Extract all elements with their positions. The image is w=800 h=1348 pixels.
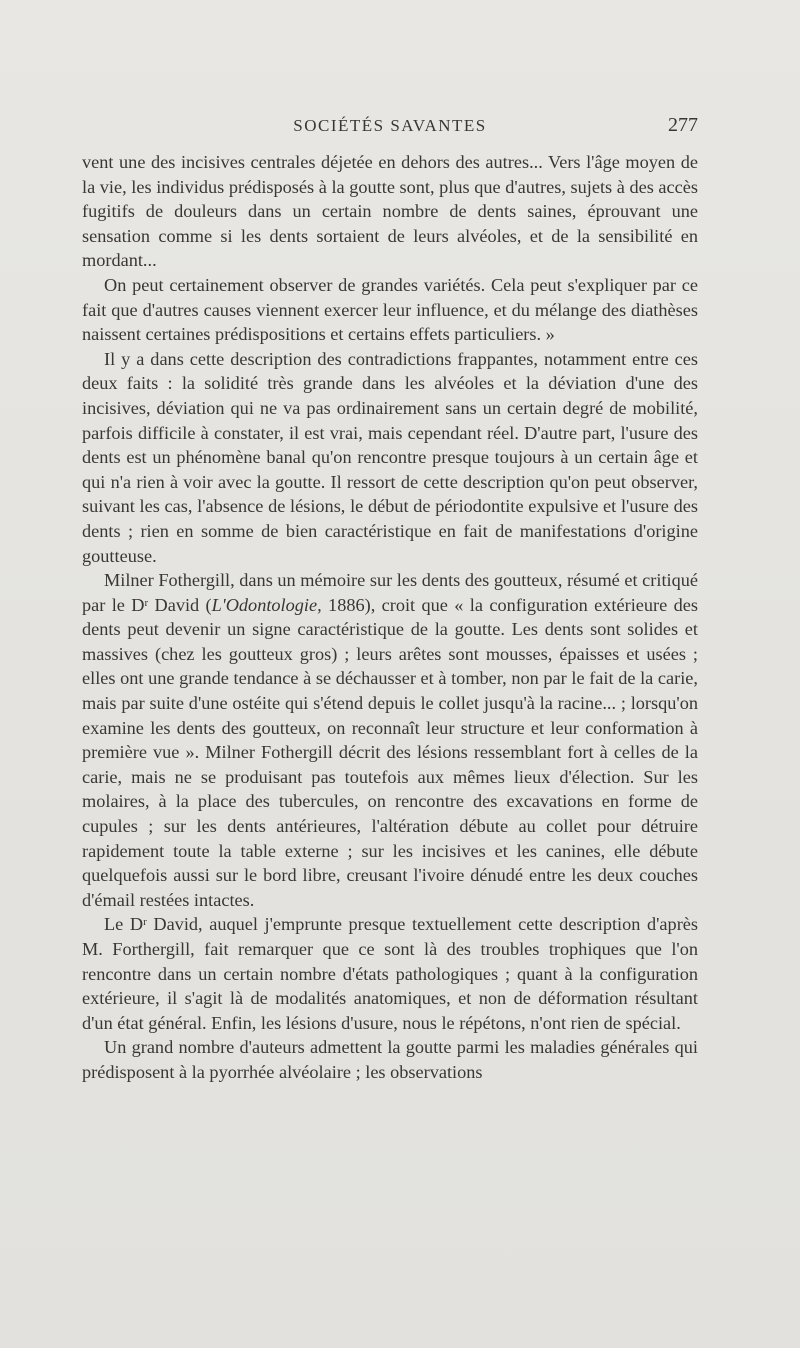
page-header <box>82 112 698 142</box>
running-head: SOCIÉTÉS SAVANTES <box>293 116 487 135</box>
paragraph <box>82 912 698 1035</box>
body-text <box>82 150 698 1085</box>
text-run: David ( <box>148 594 212 615</box>
paragraph-continuation: vent une des incisives centrales déjetée en dehors des autres... Vers l'âge moyen de la vie, les individus prédisposés à la goutte sont, plus que d'autres, sujets à des accès fugitifs de douleurs dans un certain nombre de dents saines, éprouvant une sensation comme si les dents sortaient de leurs alvéoles, et de la sensibilité en mordant... <box>82 152 698 271</box>
paragraph: On peut certainement observer de grandes variétés. Cela peut s'expliquer par ce fait que d'autres causes viennent exercer leur influence, et du mélange des diathèses naissent certaines prédispositions et certains effets particuliers. » <box>82 274 698 345</box>
superscript: r <box>143 916 147 929</box>
paragraph: Il y a dans cette description des contradictions frappantes, notamment entre ces deux faits : la solidité très grande dans les alvéoles et la déviation d'une des incisives, déviation qui ne va pas ordinairement sans un certain degré de mobilité, parfois difficile à constater, il est vrai, mais cependant réel. D'autre part, l'usure des dents est un phénomène banal qu'on rencontre presque toujours à un certain âge et qui n'a rien à voir avec la goutte. Il ressort de cette description qu'on peut observer, suivant les cas, l'absence de lésions, le début de périodontite expulsive et l'usure des dents ; rien en somme de bien caractéristique en fait de manifestations d'origine goutteuse. <box>82 348 698 566</box>
text-run: 1886), croit que « la configuration extérieure des dents peut devenir un signe caractéristique de la goutte. Les dents sont solides et massives (chez les goutteux gros) ; leurs arêtes sont mousses, épaisses et usées ; elles ont une grande tendance à se déchausser et à tomber, non par le fait de la carie, mais par suite d'une ostéite qui s'étend depuis le collet jusqu'à la racine... ; lorsqu'on examine les dents des goutteux, on reconnaît leur structure et leur conformation à première vue ». Milner Fothergill décrit des lésions ressemblant fort à celles de la carie, mais ne se produisant pas toutefois aux mêmes lieux d'élection. Sur les molaires, à la place des tubercules, on rencontre des excavations en forme de cupules ; sur les dents antérieures, l'altération débute au collet pour détruire rapidement toute la table externe ; sur les incisives et les canines, elle débute quelquefois aussi sur le bord libre, creusant l'ivoire dénudé entre les deux couches d'émail restées intactes. <box>82 594 698 910</box>
page-number: 277 <box>668 114 698 136</box>
text-run: David, auquel j'emprunte presque textuellement cette description d'après M. Forthergill, fait remarquer que ce sont là des troubles trophiques que l'on rencontre dans un certain nombre d'états pathologiques ; quant à la configuration extérieure, il s'agit là de modalités anatomiques, et non de déformation résultant d'un état général. Enfin, les lésions d'usure, nous le répétons, n'ont rien de spécial. <box>82 914 699 1033</box>
text-run: Le D <box>104 914 144 935</box>
paragraph <box>82 568 698 912</box>
text-run: Milner Fothergill, dans un mémoire sur les dents des goutteux, résumé et critiqué par le D <box>82 570 698 615</box>
journal-title: L'Odontologie, <box>211 594 322 615</box>
paragraph: Un grand nombre d'auteurs admettent la goutte parmi les maladies générales qui prédisposent à la pyorrhée alvéolaire ; les observations <box>82 1037 698 1082</box>
superscript: r <box>144 596 149 609</box>
